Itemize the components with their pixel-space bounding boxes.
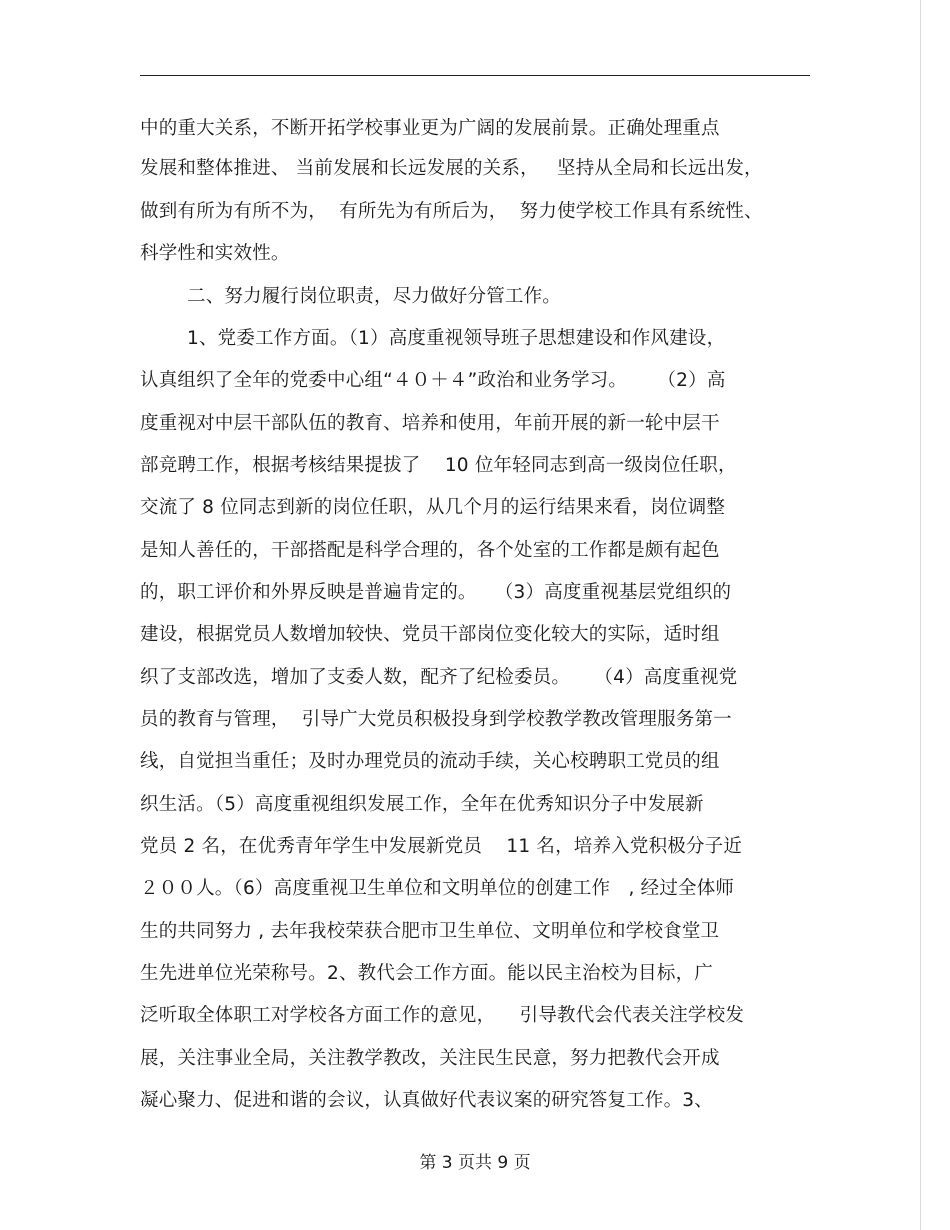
body-line: 发展和整体推进、 当前发展和长远发展的关系， 坚持从全局和长远出发， bbox=[140, 158, 763, 179]
body-line: 凝心聚力、促进和谐的会议，认真做好代表议案的研究答复工作。3、 bbox=[140, 1090, 713, 1111]
body-line: 做到有所为有所不为， 有所先为有所后为， 努力使学校工作具有系统性、 bbox=[140, 201, 763, 222]
body-line: 党员 2 名，在优秀青年学生中发展新党员 11 名，培养入党积极分子近 bbox=[140, 836, 743, 857]
body-line: 是知人善任的，干部搭配是科学合理的，各个处室的工作都是颇有起色 bbox=[140, 540, 720, 561]
body-line: 部竞聘工作，根据考核结果提拔了 10 位年轻同志到高一级岗位任职， bbox=[140, 455, 737, 476]
header-rule bbox=[140, 75, 810, 76]
body-line: 交流了 8 位同志到新的岗位任职，从几个月的运行结果来看，岗位调整 bbox=[140, 497, 726, 518]
body-line: 认真组织了全年的党委中心组“４０＋４”政治和业务学习。 （2）高 bbox=[140, 370, 726, 391]
body-line: 织了支部改选，增加了支委人数，配齐了纪检委员。 （4）高度重视党 bbox=[140, 667, 738, 688]
page-footer: 第 3 页共 9 页 bbox=[419, 1153, 531, 1173]
body-line: 生的共同努力 , 去年我校荣获合肥市卫生单位、文明单位和学校食堂卫 bbox=[140, 921, 720, 942]
body-line: 科学性和实效性。 bbox=[140, 243, 290, 264]
body-line: 织生活。（5）高度重视组织发展工作，全年在优秀知识分子中发展新 bbox=[140, 794, 704, 815]
body-line: 展，关注事业全局，关注教学教改，关注民生民意，努力把教代会开成 bbox=[140, 1048, 720, 1069]
body-line: 中的重大关系，不断开拓学校事业更为广阔的发展前景。正确处理重点 bbox=[140, 118, 720, 139]
body-line: 建设，根据党员人数增加较快、党员干部岗位变化较大的实际，适时组 bbox=[140, 624, 720, 645]
body-line: 1、党委工作方面。（1）高度重视领导班子思想建设和作风建设， bbox=[187, 328, 726, 349]
body-line: 度重视对中层干部队伍的教育、培养和使用，年前开展的新一轮中层干 bbox=[140, 413, 720, 434]
body-line: 泛听取全体职工对学校各方面工作的意见， 引导教代会代表关注学校发 bbox=[140, 1005, 745, 1026]
section-heading: 二、努力履行岗位职责，尽力做好分管工作。 bbox=[187, 286, 562, 307]
body-line: 的，职工评价和外界反映是普遍肯定的。 （3）高度重视基层党组织的 bbox=[140, 582, 732, 603]
body-line: ２００人。（6）高度重视卫生单位和文明单位的创建工作 , 经过全体师 bbox=[140, 878, 735, 899]
body-line: 生先进单位光荣称号。2、教代会工作方面。能以民主治校为目标，广 bbox=[140, 963, 713, 984]
body-line: 线，自觉担当重任；及时办理党员的流动手续，关心校聘职工党员的组 bbox=[140, 751, 720, 772]
body-line: 员的教育与管理， 引导广大党员积极投身到学校教学教改管理服务第一 bbox=[140, 709, 732, 730]
page-edge bbox=[920, 0, 921, 1230]
